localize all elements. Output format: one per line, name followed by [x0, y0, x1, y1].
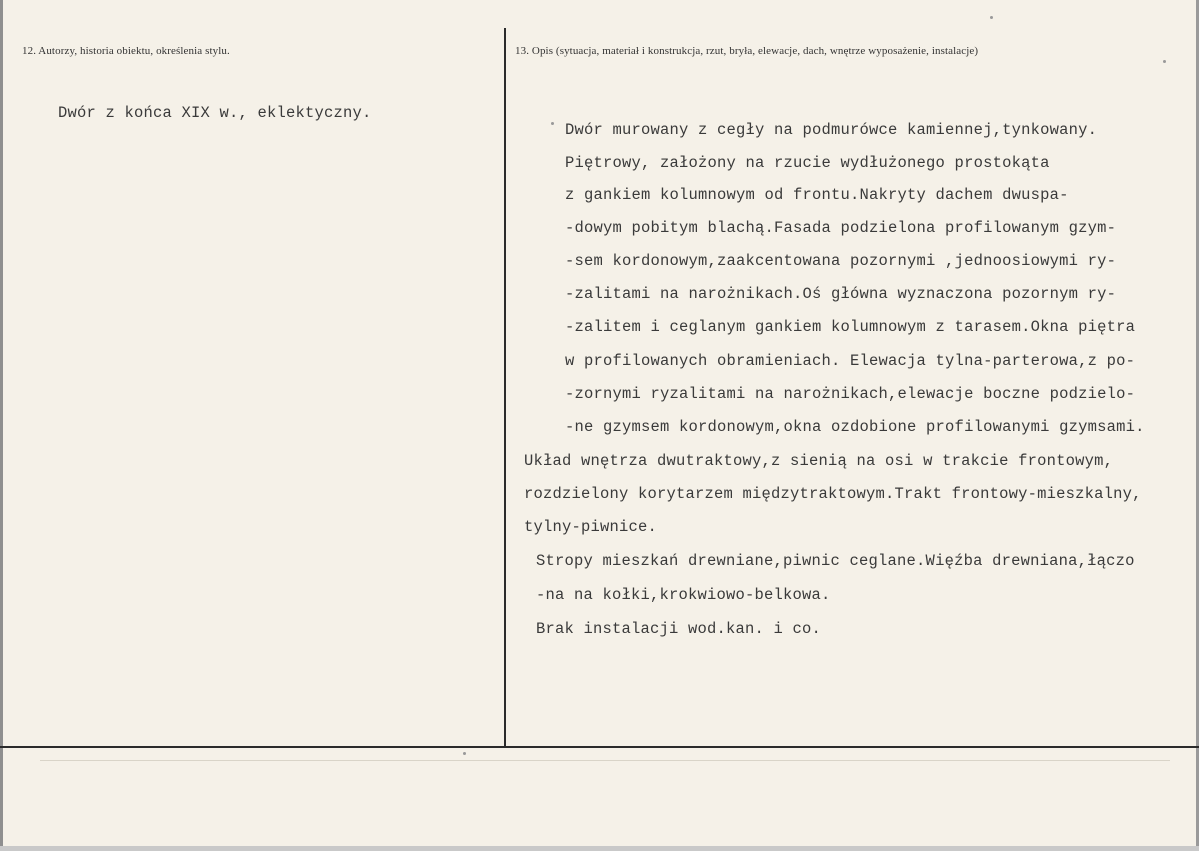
description-line: tylny-piwnice.	[524, 518, 658, 536]
section-12-heading: 12. Autorzy, historia obiektu, określenia stylu.	[22, 45, 230, 57]
description-line: Piętrowy, założony na rzucie wydłużonego prostokąta	[565, 154, 1050, 172]
description-line: Stropy mieszkań drewniane,piwnic ceglane.Więźba drewniana,łączo	[536, 552, 1135, 570]
description-line: z gankiem kolumnowym od frontu.Nakryty dachem dwuspa-	[565, 186, 1069, 204]
column-divider	[504, 28, 506, 746]
section-divider	[0, 746, 1199, 748]
scan-border-left	[0, 0, 3, 851]
style-description: Dwór z końca XIX w., eklektyczny.	[58, 104, 372, 122]
scan-speck	[1163, 60, 1166, 63]
description-line: Układ wnętrza dwutraktowy,z sienią na osi w trakcie frontowym,	[524, 452, 1114, 470]
scan-border-bottom	[0, 846, 1199, 851]
description-line: -na na kołki,krokwiowo-belkowa.	[536, 586, 831, 604]
description-line: Brak instalacji wod.kan. i co.	[536, 620, 822, 638]
section-13-heading: 13. Opis (sytuacja, materiał i konstrukcja, rzut, bryła, elewacje, dach, wnętrze wyposażenie, instalacje)	[515, 45, 979, 57]
faint-rule	[40, 760, 1170, 761]
description-line: -zalitem i ceglanym gankiem kolumnowym z tarasem.Okna piętra	[565, 318, 1136, 336]
description-line: -sem kordonowym,zaakcentowana pozornymi ,jednoosiowymi ry-	[565, 252, 1117, 270]
description-line: w profilowanych obramieniach. Elewacja tylna-parterowa,z po-	[565, 352, 1136, 370]
description-line: rozdzielony korytarzem międzytraktowym.Trakt frontowy-mieszkalny,	[524, 485, 1142, 503]
description-line: -dowym pobitym blachą.Fasada podzielona profilowanym gzym-	[565, 219, 1117, 237]
scan-speck	[463, 752, 466, 755]
description-line: Dwór murowany z cegły na podmurówce kamiennej,tynkowany.	[565, 121, 1098, 139]
description-line: -zalitami na narożnikach.Oś główna wyznaczona pozornym ry-	[565, 285, 1117, 303]
description-line: -zornymi ryzalitami na narożnikach,elewacje boczne podzielo-	[565, 385, 1136, 403]
scan-speck	[990, 16, 993, 19]
scan-speck	[551, 122, 554, 125]
description-line: -ne gzymsem kordonowym,okna ozdobione profilowanymi gzymsami.	[565, 418, 1145, 436]
